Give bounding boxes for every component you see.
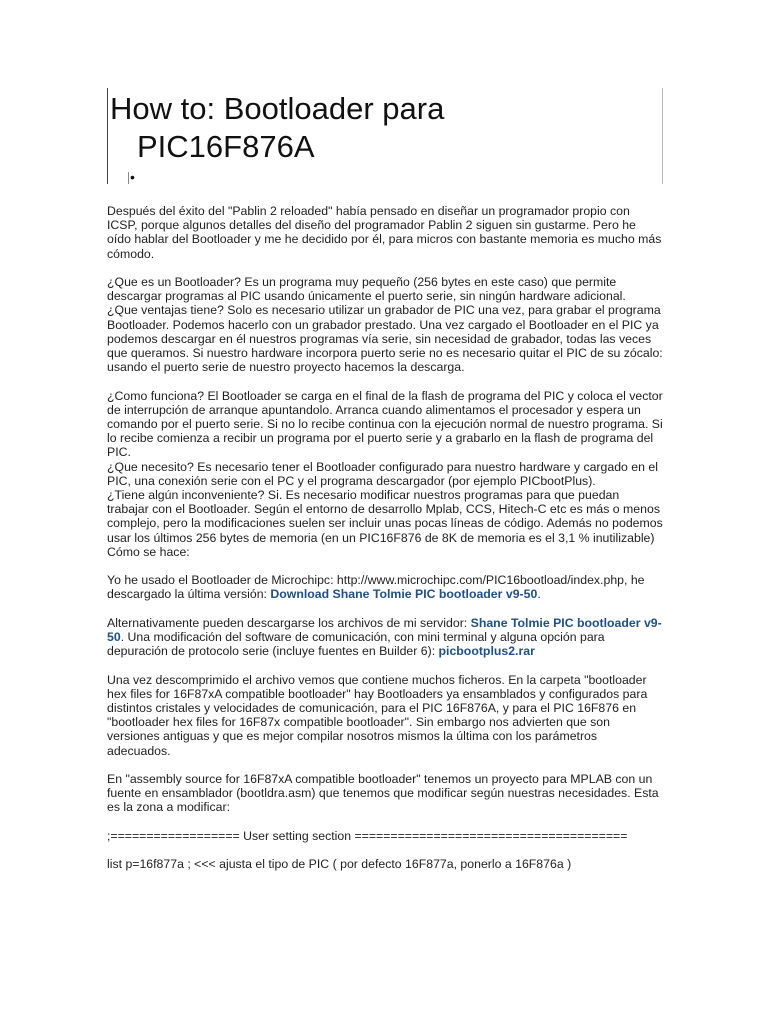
title-frame [107,88,663,184]
paragraph-download [107,573,663,601]
paragraph-what-is: ¿Que es un Bootloader? Es un programa muy pequeño (256 bytes en este caso) que permite descargar programas al PIC usando únicamente el puerto serie, sin ningún hardware adicional. [107,275,626,304]
server-bootloader-link[interactable]: Shane Tolmie PIC bootloader v9-50 [107,615,662,645]
paragraph-alternative-text: Alternativamente pueden descargarse los archivos de mi servidor: [107,615,471,630]
paragraph-archive: Una vez descomprimido el archivo vemos que contiene muchos ficheros. En la carpeta "bootloader hex files for 16F87xA compatible bootloader" hay Bootloaders ya ensamblados y configurados para distintos cristales y velocidades de comunicación, para el PIC 16F876A, y para el PIC 16F876 en "bootloader hex files for 16F87x compatible bootloader". Sin embargo nos advierten que son versiones antiguas y que es mejor compilar nosotros mismos la última con los parámetros adecuados. [107,672,648,758]
paragraph-how-to: Cómo se hace: [107,544,190,559]
paragraph-alternative-mid: . Una modificación del software de comunicación, con mini terminal y alguna opción para depuración de protocolo serie (incluye fuentes en Builder 6): [107,630,605,659]
paragraph-assembly: En "assembly source for 16F87xA compatible bootloader" tenemos un proyecto para MPLAB con un fuente en ensamblador (bootldra.asm) que tenemos que modificar según nuestras necesidades. Esta es la zona a modificar: [107,772,659,815]
page-title-line-1: How to: Bootloader para [110,91,445,126]
paragraph-requirements: ¿Que necesito? Es necesario tener el Bootloader configurado para nuestro hardware y cargado en el PIC, una conexión serie con el PC y el programa descargador (por ejemplo PICbootPlus). [107,459,658,488]
article-body [107,204,663,886]
paragraph-drawbacks: ¿Tiene algún inconveniente? Si. Es necesario modificar nuestros programas para que puedan trabajar con el Bootloader. Según el entorno de desarrollo Mplab, CCS, Hitech-C etc es más o menos complejo, pero la modificaciones suelen ser incluir unas pocas líneas de código. Además no podemos usar los últimos 256 bytes de memoria (en un PIC16F876 de 8K de memoria es el 3,1 % inutilizable) [107,488,663,545]
paragraph-how-it-works: ¿Como funciona? El Bootloader se carga en el final de la flash de programa del PIC y coloca el vector de interrupción de arranque apuntandolo. Arranca cuando alimentamos el procesador y espera un comando por el puerto serie. Si no lo recibe continua con la ejecución normal de nuestro programa. Si lo recibe comienza a recibir un programa por el puerto serie y a grabarlo en la flash de programa del PIC. [107,388,663,460]
picbootplus-link[interactable]: picbootplus2.rar [438,644,535,659]
code-user-settings: ;================== User setting section ====================================== [107,828,628,843]
code-list-directive: list p=16f877a ; <<< ajusta el tipo de PIC ( por defecto 16F877a, ponerlo a 16F876a ) [107,857,572,872]
title-bullet: • [130,169,135,185]
page-title-line-2: PIC16F876A [137,129,315,164]
paragraph-alternative [107,616,663,659]
paragraph-advantages: ¿Que ventajas tiene? Solo es necesario utilizar un grabador de PIC una vez, para grabar el programa Bootloader. Podemos hacerlo con un grabador prestado. Una vez cargado el Bootloader en el PIC ya podemos descargar en él nuestros programas vía serie, sin necesidad de grabador, todas las veces que queramos. Si nuestro hardware incorpora puerto serie no es necesario quitar el PIC de su zócalo: usando el puerto serie de nuestro proyecto hacemos la descarga. [107,303,663,375]
title-divider [128,172,129,184]
paragraph-download-end: . [537,587,541,602]
paragraph-intro: Después del éxito del "Pablin 2 reloaded" había pensado en diseñar un programador propio con ICSP, porque algunos detalles del diseño del programador Pablin 2 siguen sin gustarme. Pero he oído hablar del Bootloader y me he decidido por él, para micros con bastante memoria es mucho más cómodo. [107,204,662,261]
download-bootloader-link[interactable]: Download Shane Tolmie PIC bootloader v9-50 [270,587,538,602]
paragraph-download-text: Yo he usado el Bootloader de Microchipc: http://www.microchipc.com/PIC16bootload/index.php, he descargado la última versión: [107,573,645,602]
